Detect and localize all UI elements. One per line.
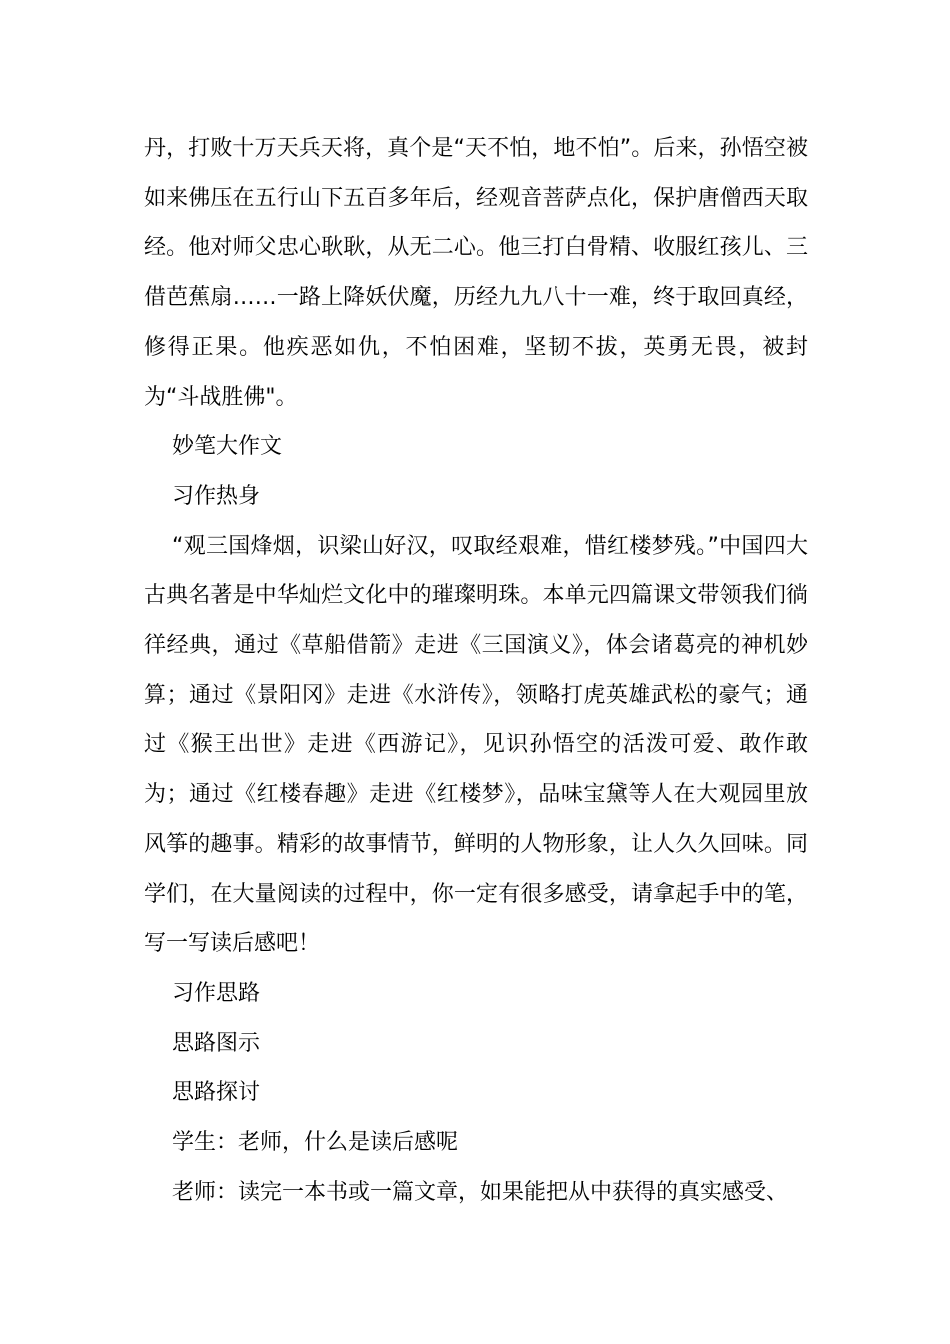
heading-xizuo-reshen: 习作热身 [172, 483, 261, 509]
heading-xizuo-silu: 习作思路 [172, 980, 261, 1006]
document-page [144, 124, 808, 1217]
dialogue-student-line: 学生：老师，什么是读后感呢 [172, 1130, 459, 1156]
heading-silu-tantao: 思路探讨 [172, 1080, 261, 1106]
dialogue-teacher-line: 老师：读完一本书或一篇文章，如果能把从中获得的真实感受、 [172, 1179, 789, 1205]
paragraph-sun-wukong-summary: 丹，打败十万天兵天将，真个是“天不怕，地不怕”。后来，孙悟空被如来佛压在五行山下五百多年后，经观音菩萨点化，保护唐僧西天取经。他对师父忠心耿耿，从无二心。他三打白骨精、收服红孩儿、三借芭蕉扇……一路上降妖伏魔，历经九九八十一难，终于取回真经，修得正果。他疾恶如仇，不怕困难，坚韧不拔，英勇无畏，被封为“斗战胜佛"。 [144, 136, 808, 410]
heading-silu-tushi: 思路图示 [172, 1030, 261, 1056]
paragraph-four-classics-intro: “观三国烽烟，识梁山好汉，叹取经艰难，惜红楼梦残。”中国四大古典名著是中华灿烂文化中的璀璨明珠。本单元四篇课文带领我们徜徉经典，通过《草船借箭》走进《三国演义》，体会诸葛亮的神机妙算；通过《景阳冈》走进《水浒传》，领略打虎英雄武松的豪气；通过《猴王出世》走进《西游记》，见识孙悟空的活泼可爱、敢作敢为；通过《红楼春趣》走进《红楼梦》，品味宝黛等人在大观园里放风筝的趣事。精彩的故事情节，鲜明的人物形象，让人久久回味。同学们，在大量阅读的过程中，你一定有很多感受，请拿起手中的笔，写一写读后感吧！ [144, 533, 808, 957]
heading-miaobi-dazuowen: 妙笔大作文 [172, 434, 283, 460]
